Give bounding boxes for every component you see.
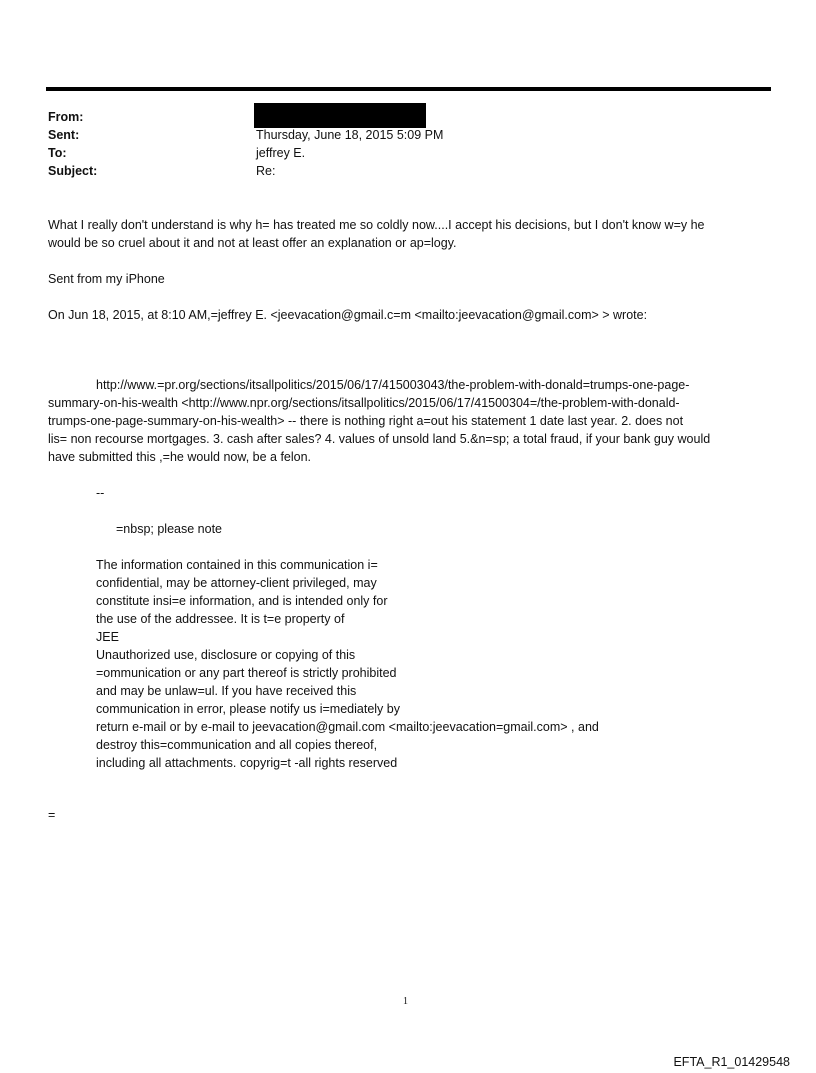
quote-intro: On Jun 18, 2015, at 8:10 AM,=jeffrey E. <jeevacation@gmail.c=m <mailto:jeevacation@gmail.com> > wrote: bbox=[48, 308, 648, 322]
body-line: What I really don't understand is why h= has treated me so coldly now....I accept his decisions, but I don't know w=y he bbox=[48, 218, 705, 232]
header-rule bbox=[46, 87, 771, 91]
sent-label: Sent: bbox=[48, 128, 80, 142]
quote-line: lis= non recourse mortgages. 3. cash after sales? 4. values of unsold land 5.&n=sp; a total fraud, if your bank guy would bbox=[48, 432, 711, 446]
disclaimer-line: the use of the addressee. It is t=e property of bbox=[96, 612, 345, 626]
nbsp-note: =nbsp; please note bbox=[116, 522, 222, 536]
quote-line: trumps-one-page-summary-on-his-wealth> -- there is nothing right a=out his statement 1 date last year. 2. does not bbox=[48, 414, 684, 428]
quote-line: summary-on-his-wealth <http://www.npr.org/sections/itsallpolitics/2015/06/17/41500304=/the-problem-with-donald- bbox=[48, 396, 680, 410]
from-label: From: bbox=[48, 110, 84, 124]
disclaimer-line: The information contained in this communication i= bbox=[96, 558, 378, 572]
disclaimer-line: including all attachments. copyrig=t -all rights reserved bbox=[96, 756, 398, 770]
subject-value: Re: bbox=[256, 164, 276, 178]
disclaimer-line: constitute insi=e information, and is intended only for bbox=[96, 594, 388, 608]
signature-dash: -- bbox=[96, 486, 105, 500]
redaction-box bbox=[254, 103, 426, 128]
body-line: would be so cruel about it and not at least offer an explanation or ap=logy. bbox=[48, 236, 457, 250]
disclaimer-line: confidential, may be attorney-client privileged, may bbox=[96, 576, 377, 590]
to-row bbox=[48, 144, 443, 162]
to-label: To: bbox=[48, 146, 67, 160]
quote-line: have submitted this ,=he would now, be a felon. bbox=[48, 450, 312, 464]
subject-row bbox=[48, 162, 443, 180]
disclaimer-line: =ommunication or any part thereof is strictly prohibited bbox=[96, 666, 397, 680]
sent-row bbox=[48, 126, 443, 144]
disclaimer-line: JEE bbox=[96, 630, 119, 644]
disclaimer-line: destroy this=communication and all copies thereof, bbox=[96, 738, 378, 752]
subject-label: Subject: bbox=[48, 164, 98, 178]
page-number: 1 bbox=[403, 996, 408, 1007]
disclaimer-block bbox=[96, 556, 599, 772]
disclaimer-line: return e-mail or by e-mail to jeevacation@gmail.com <mailto:jeevacation=gmail.com> , and bbox=[96, 720, 599, 734]
trailing-equals: = bbox=[48, 808, 56, 822]
to-value: jeffrey E. bbox=[256, 146, 306, 160]
disclaimer-line: Unauthorized use, disclosure or copying of this bbox=[96, 648, 356, 662]
sent-value: Thursday, June 18, 2015 5:09 PM bbox=[256, 128, 444, 142]
quote-line: http://www.=pr.org/sections/itsallpolitics/2015/06/17/415003043/the-problem-with-donald=trumps-one-page- bbox=[96, 378, 690, 392]
disclaimer-line: and may be unlaw=ul. If you have received this bbox=[96, 684, 357, 698]
document-id: EFTA_R1_01429548 bbox=[673, 1055, 790, 1069]
sent-from-line: Sent from my iPhone bbox=[48, 272, 165, 286]
disclaimer-line: communication in error, please notify us i=mediately by bbox=[96, 702, 400, 716]
